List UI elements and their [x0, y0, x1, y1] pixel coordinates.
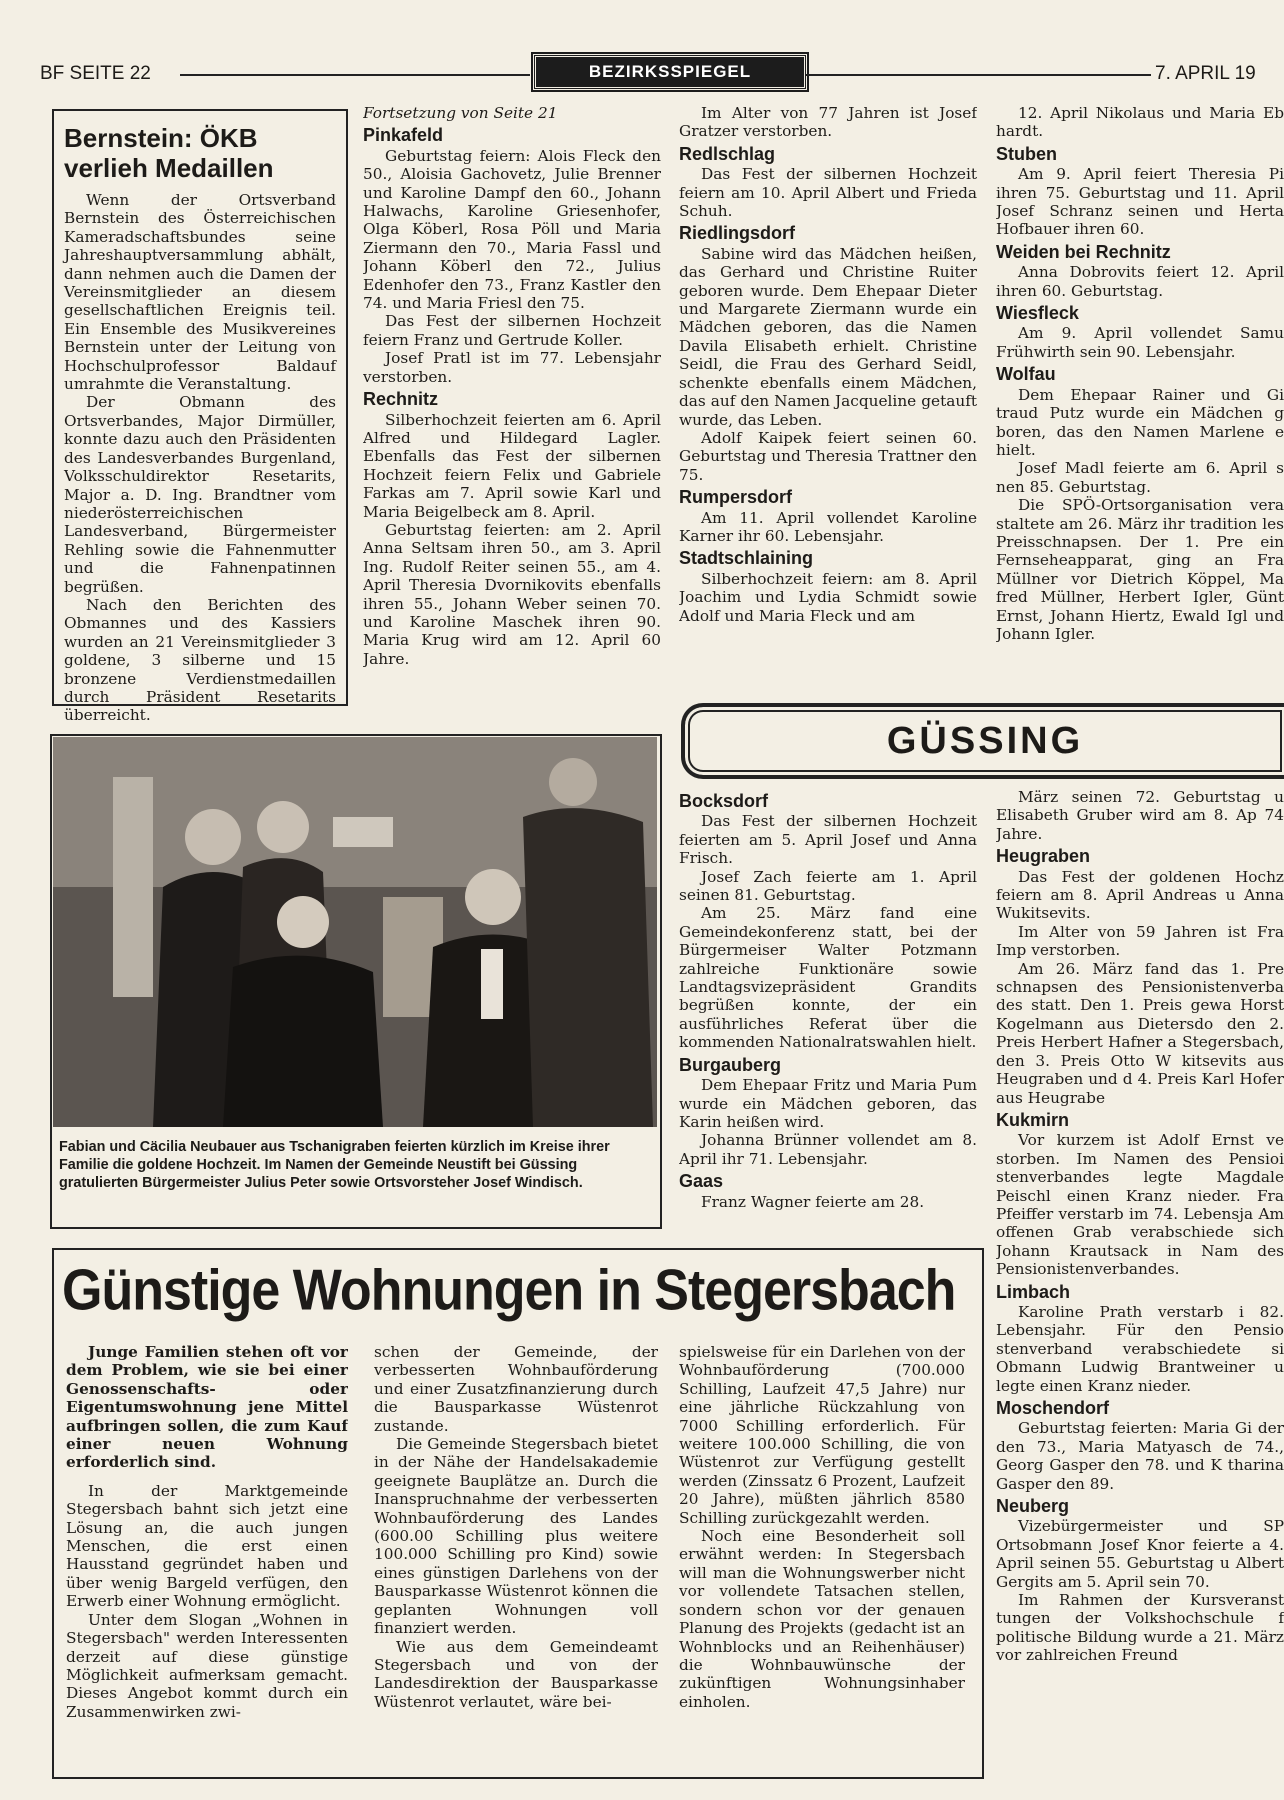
paragraph: Silberhochzeit feierten am 6. April Alfred und Hildegard Lagler. Ebenfalls das Fest der silbernen Hochzeit feiern Felix und Gabriele Farkas am 7. April sowie Karl und Maria Beigelbeck am 8. April. [363, 410, 661, 521]
paragraph: Am 26. März fand das 1. Pre schnapsen des Pensionistenverba des statt. Den 1. Preis gewa Horst Kogelmann aus Dietersdo den 2. Preis Herbert Hafner a Stegersbach, den 3. Preis Otto W kitsevits aus Heugraben und d 4. Preis Karl Hofer aus Heugrabe [996, 959, 1284, 1107]
column-bocksdorf-gaas [679, 788, 977, 1230]
paragraph: Der Obmann des Ortsverbandes, Major Dirmüller, konnte dazu auch den Präsidenten des Landesverbandes Burgenland, Volksschuldirektor Resetarits, Major a. D. Ing. Brandtner vom niederösterreichischen Landesverband, Bürgermeister Rehling sowie die Fahnenmutter und die Fahnenpatinnen begrüßen. [64, 393, 336, 596]
paragraph: 12. April Nikolaus und Maria Eb hardt. [996, 104, 1284, 141]
paragraph: Josef Pratl ist im 77. Lebensjahr verstorben. [363, 349, 661, 386]
paragraph: Vizebürgermeister und SP Ortsobmann Josef Knor feierte a 4. April seinen 55. Geburtstag u Albert Gergits am 5. April sein 70. [996, 1517, 1284, 1591]
header-rule-left [180, 74, 530, 76]
column-pinkafeld-rechnitz [363, 104, 661, 714]
paragraph: schen der Gemeinde, der verbesserten Wohnbauförderung und einer Zusatzfinanzierung durch die Bausparkasse Wüstenrot zustande. [374, 1343, 658, 1435]
paragraph: spielsweise für ein Darlehen von der Wohnbauförderung (700.000 Schilling, Laufzeit 47,5 Jahre) nur eine jährliche Rückzahlung von 7000 Schilling erforderlich. Für weitere 100.000 Schilling, die von Wüstenrot zur Verfügung gestellt werden (Zinssatz 6 Prozent, Laufzeit 20 Jahre), müßten jährlich 8580 Schilling zurückgezahlt werden. [679, 1343, 965, 1527]
photo-caption: Fabian und Cäcilia Neubauer aus Tschanigraben feierten kürzlich im Kreise ihrer Familie die goldene Hochzeit. Im Namen der Gemeinde Neustift bei Güssing gratulierten Bürgermeister Julius Peter sowie Ortsvorsteher Josef Windisch. [59, 1139, 610, 1191]
lead-paragraph: Junge Familien stehen oft vor dem Problem, wie sie bei einer Genossenschafts- oder Eigentumswohnung jene Mittel aufbringen sollen, die zum Kauf einer neuen Wohnung erforderlich sind. [66, 1343, 348, 1472]
paragraph: In der Marktgemeinde Stegersbach bahnt sich jetzt eine Lösung an, die auch jungen Menschen, die erst einen Hausstand gegründet haben und über wenig Bargeld verfügen, den Erwerb einer Wohnung ermöglicht. [66, 1481, 348, 1611]
paragraph: Johanna Brünner vollendet am 8. April ihr 71. Lebensjahr. [679, 1131, 977, 1168]
place-heading: Redlschlag [679, 143, 776, 164]
paragraph: Noch eine Besonderheit soll erwähnt werden: In Stegersbach will man die Wohnungswerber nicht vor vollendete Tatsachen stellen, sondern schon vor der genauen Planung des Projekts (gedacht ist an Wohnblocks und an Reihenhäuser) die Wohnbauwünsche der zukünftigen Wohnungsinhaber einholen. [679, 1527, 965, 1711]
paragraph: Vor kurzem ist Adolf Ernst ve storben. Im Namen des Pensioi stenverbandes legte Magdale Peischl einen Kranz nieder. Fra Pfeiffer verstarb im 74. Lebensja Am offenen Grab verabschiede sich Johann Krautsack in Nam des Pensionistenverbandes. [996, 1131, 1284, 1279]
paragraph: Die SPÖ-Ortsorganisation vera staltete am 26. März ihr tradition les Preisschnapsen. Der 1. Pre ein Fernseheapparat, ging an Fra Müllner vor Dietrich Köppel, Ma fred Müllner, Herbert Igler, Günt Ernst, Johann Hiertz, Ewald Igl und Johann Igler. [996, 496, 1284, 643]
paragraph: Im Rahmen der Kursveranst tungen der Volkshochschule f politische Bildung wurde a 21. März vor zahlreichen Freund [996, 1591, 1284, 1665]
place-heading: Stadtschlaining [679, 548, 814, 569]
paragraph: Karoline Prath verstarb i 82. Lebensjahr. Für den Pensio stenverband verabschiedete si Obmann Ludwig Brantweiner u legte einen Kranz nieder. [996, 1302, 1284, 1395]
section-banner: BEZIRKSSPIEGEL [533, 54, 807, 90]
column-stuben-wolfau [996, 104, 1284, 684]
place-heading: Pinkafeld [363, 125, 444, 146]
place-heading: Burgauberg [679, 1054, 782, 1075]
stegersbach-column-1 [66, 1343, 348, 1763]
paragraph: Unter dem Slogan „Wohnen in Stegersbach" werden Interessenten derzeit auf diese günstige Möglichkeit aufmerksam gemacht. Dieses Angebot kommt durch ein Zusammenwirken zwi- [66, 1610, 348, 1721]
place-heading: Heugraben [996, 846, 1091, 867]
stegersbach-column-3 [679, 1343, 965, 1763]
paragraph: Geburtstag feiern: Alois Fleck den 50., Aloisia Gachovetz, Julie Brenner und Karoline Dampf den 60., Johann Halwachs, Karoline Griesenhofer, Olga Köberl, Rosa Pöll und Maria Ziermann den 70., Maria Fassl und Johann Köberl den 72., Julius Edenhofer den 73., Franz Kastler den 74. und Maria Friesl den 75. [363, 146, 661, 313]
header-rule-right [806, 74, 1151, 76]
place-heading: Rechnitz [363, 389, 439, 410]
paragraph: März seinen 72. Geburtstag u Elisabeth Gruber wird am 8. Ap 74 Jahre. [996, 788, 1284, 843]
paragraph: Dem Ehepaar Rainer und Gi traud Putz wurde ein Mädchen g boren, das den Namen Marlene e hielt. [996, 385, 1284, 459]
family-photo [53, 737, 657, 1127]
paragraph: Die Gemeinde Stegersbach bietet in der Nähe der Handelsakademie geeignete Bauplätze an. Durch die Inanspruchnahme der verbesserten Wohnbauförderung des Landes (600.00 Schilling plus weitere 100.000 Schilling pro Kind) sowie eines günstigen Darlehens von der Bausparkasse Wüstenrot können die geplanten Wohnungen voll finanziert werden. [374, 1435, 658, 1638]
oekb-body [54, 191, 346, 725]
stegersbach-headline: Günstige Wohnungen in Stegersbach [62, 1259, 956, 1323]
paragraph: Anna Dobrovits feiert 12. April ihren 60. Geburtstag. [996, 263, 1284, 300]
oekb-title: Bernstein: ÖKB verlieh Medaillen [64, 123, 274, 183]
paragraph: Wenn der Ortsverband Bernstein des Österreichischen Kameradschaftsbundes seine Jahreshauptversammlung abhält, dann nehmen auch die Damen der Vereinsmitglieder an diesem gesellschaftlichen Ereignis teil. Ein Ensemble des Musikvereines Bernstein unter der Leitung von Hochschulprofessor Baldauf umrahmte die Veranstaltung. [64, 191, 336, 394]
paragraph: Sabine wird das Mädchen heißen, das Gerhard und Christine Ruiter geboren wurde. Dem Ehepaar Dieter und Margarete Ziermann wurde ein Mädchen geboren, das die Namen Davila Elisabeth erhielt. Christine Seidl, die Frau des Gerhard Seidl, schenkte ebenfalls einem Mädchen, das auf den Namen Jacqueline getauft wurde, das Leben. [679, 244, 977, 429]
continuation-note: Fortsetzung von Seite 21 [363, 104, 558, 122]
paragraph: Wie aus dem Gemeindeamt Stegersbach und von der Landesdirektion der Bausparkasse Wüstenrot verlautet, wäre bei- [374, 1637, 658, 1711]
paragraph: Nach den Berichten des Obmannes und des Kassiers wurden an 21 Vereinsmitglieder 3 goldene, 3 silberne und 15 bronzene Verdienstmedaillen durch Präsident Resetarits überreicht. [64, 595, 336, 725]
oekb-article-box [52, 109, 348, 725]
page-date: 7. APRIL 19 [1155, 63, 1256, 84]
place-heading: Limbach [996, 1281, 1071, 1302]
column-redlschlag-stadtschlaining [679, 104, 977, 684]
paragraph: Das Fest der silbernen Hochzeit feiern Franz und Gertrude Koller. [363, 312, 661, 349]
place-heading: Moschendorf [996, 1398, 1110, 1418]
paragraph: Am 9. April feiert Theresia Pi ihren 75. Geburtstag und 11. April Josef Schranz seinen und Herta Hofbauer ihren 60. [996, 165, 1284, 239]
paragraph: Josef Madl feierte am 6. April s nen 85. Geburtstag. [996, 459, 1284, 496]
paragraph: Franz Wagner feierte am 28. [701, 1192, 925, 1211]
paragraph: Am 9. April vollendet Samu Frühwirth sein 90. Lebensjahr. [996, 324, 1284, 361]
place-heading: Riedlingsdorf [679, 223, 795, 244]
paragraph: Im Alter von 77 Jahren ist Josef Gratzer verstorben. [679, 104, 977, 141]
place-heading: Bocksdorf [679, 791, 769, 811]
place-heading: Kukmirn [996, 1109, 1070, 1130]
paragraph: Josef Zach feierte am 1. April seinen 81. Geburtstag. [679, 867, 977, 905]
place-heading: Gaas [679, 1171, 724, 1192]
guessing-section-banner: GÜSSING [681, 703, 1284, 779]
paragraph: Geburtstag feierten: am 2. April Anna Seltsam ihren 50., am 3. April Ing. Rudolf Reiter seinen 55., am 4. April Theresia Dvornikovits ebenfalls ihren 55., Johann Weber seinen 70. und Karoline Maschek ihren 90. Maria Krug wird am 12. April 60 Jahre. [363, 520, 661, 668]
place-heading: Stuben [996, 143, 1057, 164]
paragraph: Am 25. März fand eine Gemeindekonferenz statt, bei der Bürgermeiser Walter Potzmann zahlreiche Funktionäre sowie Landtagsvizepräsident Grandits begrüßen konnte, der ein ausführliches Referat über die kommenden Nationalratswahlen hielt. [679, 904, 977, 1052]
place-heading: Weiden bei Rechnitz [996, 241, 1171, 262]
paragraph: Geburtstag feierten: Maria Gi der den 73., Maria Matyasch de 74., Georg Gasper den 78. und K tharina Gasper den 89. [996, 1419, 1284, 1493]
paragraph: Im Alter von 59 Jahren ist Fra Imp verstorben. [996, 922, 1284, 960]
paragraph: Silberhochzeit feiern: am 8. April Joachim und Lydia Schmidt sowie Adolf und Maria Fleck und am [679, 569, 977, 625]
page-number: BF SEITE 22 [40, 63, 151, 84]
paragraph: Dem Ehepaar Fritz und Maria Pum wurde ein Mädchen geboren, das Karin heißen wird. [679, 1076, 977, 1131]
column-heugraben-neuberg [996, 788, 1284, 1800]
family-photo-image [53, 737, 657, 1127]
paragraph: Am 11. April vollendet Karoline Karner ihr 60. Lebensjahr. [679, 508, 977, 545]
place-heading: Wiesfleck [996, 303, 1079, 324]
place-heading: Rumpersdorf [679, 487, 793, 508]
place-heading: Wolfau [996, 364, 1056, 385]
paragraph: Das Fest der silbernen Hochzeit feiern am 10. April Albert und Frieda Schuh. [679, 165, 977, 221]
paragraph: Das Fest der goldenen Hochz feiern am 8. April Andreas u Anna Wukitsevits. [996, 867, 1284, 923]
paragraph: Das Fest der silbernen Hochzeit feierten am 5. April Josef und Anna Frisch. [679, 812, 977, 868]
paragraph: Adolf Kaipek feiert seinen 60. Geburtstag und Theresia Trattner den 75. [679, 428, 977, 484]
place-heading: Neuberg [996, 1496, 1070, 1517]
stegersbach-column-2 [374, 1343, 658, 1763]
